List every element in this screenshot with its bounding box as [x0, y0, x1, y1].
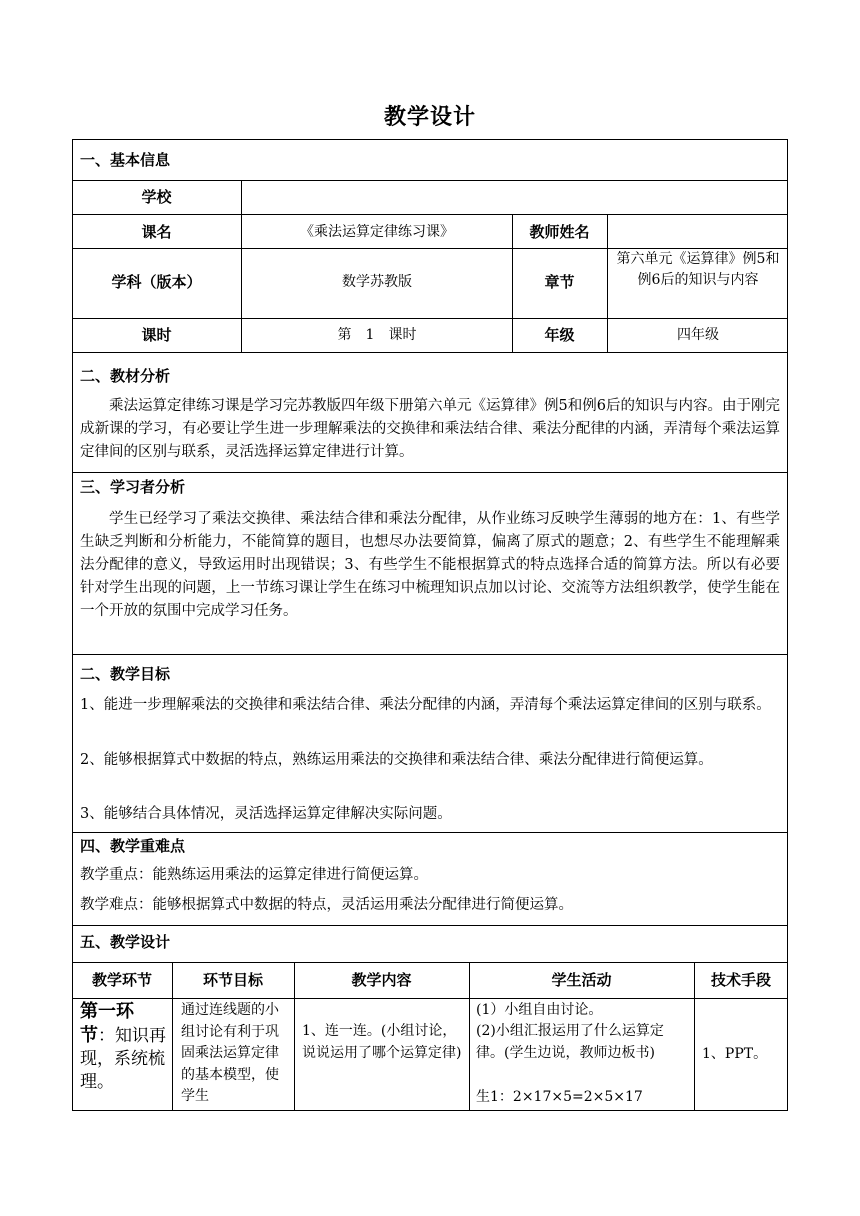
content-cell: 1、连一连。(小组讨论，说说运用了哪个运算定律)	[302, 1023, 462, 1061]
section-basic-info-heading: 一、基本信息	[80, 151, 171, 169]
col-header-goal: 环节目标	[202, 971, 263, 989]
grade-label: 年级	[544, 326, 575, 344]
section-learner-heading: 三、学习者分析	[80, 478, 186, 496]
goal-cell: 通过连线题的小组讨论有利于巩固乘法运算定律的基本模型，使学生	[181, 1002, 279, 1104]
material-analysis-text: 乘法运算定律练习课是学习完苏教版四年级下册第六单元《运算律》例5和例6后的知识与内容。由于刚完成新课的学习，有必要让学生进一步理解乘法的交换律和乘法结合律、乘法分配律的内涵，弄清每个乘法运算定律间的区别与联系，灵活选择运算定律进行计算。	[80, 398, 780, 460]
goal-1: 1、能进一步理解乘法的交换律和乘法结合律、乘法分配律的内涵，弄清每个乘法运算定律间的区别与联系。	[80, 697, 771, 713]
learner-analysis-text: 学生已经学习了乘法交换律、乘法结合律和乘法分配律，从作业练习反映学生薄弱的地方在：1、有些学生缺乏判断和分析能力，不能简算的题目，也想尽办法要简算，偏离了原式的题意；2、有些学生不能理解乘法分配律的意义，导致运用时出现错误；3、有些学生不能根据算式的特点选择合适的简算方法。所以有必要针对学生出现的问题，上一节练习课让学生在练习中梳理知识点加以讨论、交流等方法组织教学，使学生能在一个开放的氛围中完成学习任务。	[80, 511, 780, 619]
key-point: 教学重点：能熟练运用乘法的运算定律进行简便运算。	[80, 867, 428, 883]
chapter-label: 章节	[544, 273, 575, 291]
section-material-heading: 二、教材分析	[80, 367, 171, 385]
period-value: 第 1 课时	[337, 327, 417, 343]
col-header-tech: 技术手段	[710, 971, 771, 989]
teacher-label: 教师姓名	[529, 223, 590, 241]
subject-label: 学科（版本）	[111, 273, 202, 291]
school-label: 学校	[141, 188, 172, 206]
subject-value: 数学苏教版	[342, 274, 412, 290]
goal-2: 2、能够根据算式中数据的特点，熟练运用乘法的交换律和乘法结合律、乘法分配律进行简便运算。	[80, 752, 713, 768]
page-title: 教学设计	[383, 104, 476, 130]
difficulty-point: 教学难点：能够根据算式中数据的特点，灵活运用乘法分配律进行简便运算。	[80, 897, 573, 913]
grade-value: 四年级	[677, 327, 719, 343]
chapter-value: 第六单元《运算律》例5和例6后的知识与内容	[616, 251, 780, 288]
stage-bold: 第一环节	[80, 1001, 134, 1046]
col-header-stage: 教学环节	[91, 971, 152, 989]
activity-line-1: (1）小组自由讨论。	[476, 1002, 603, 1018]
section-goals-heading: 二、教学目标	[80, 665, 171, 683]
section-design-heading: 五、教学设计	[80, 933, 171, 951]
activity-line-2: (2)小组汇报运用了什么运算定律。(学生边说，教师边板书)	[476, 1023, 664, 1061]
tech-cell: 1、PPT。	[702, 1046, 768, 1062]
section-keypoints-heading: 四、教学重难点	[80, 837, 186, 855]
course-label: 课名	[141, 223, 172, 241]
stage-rest: ：知识再现，系统梳理。	[80, 1026, 166, 1092]
period-label: 课时	[141, 326, 172, 344]
col-header-activity: 学生活动	[551, 971, 612, 989]
col-header-content: 教学内容	[351, 971, 412, 989]
activity-line-3: 生1：2×17×5=2×5×17	[476, 1089, 643, 1105]
stage-cell	[80, 1000, 168, 1094]
course-value: 《乘法运算定律练习课》	[300, 224, 454, 240]
goal-3: 3、能够结合具体情况，灵活选择运算定律解决实际问题。	[80, 806, 452, 822]
